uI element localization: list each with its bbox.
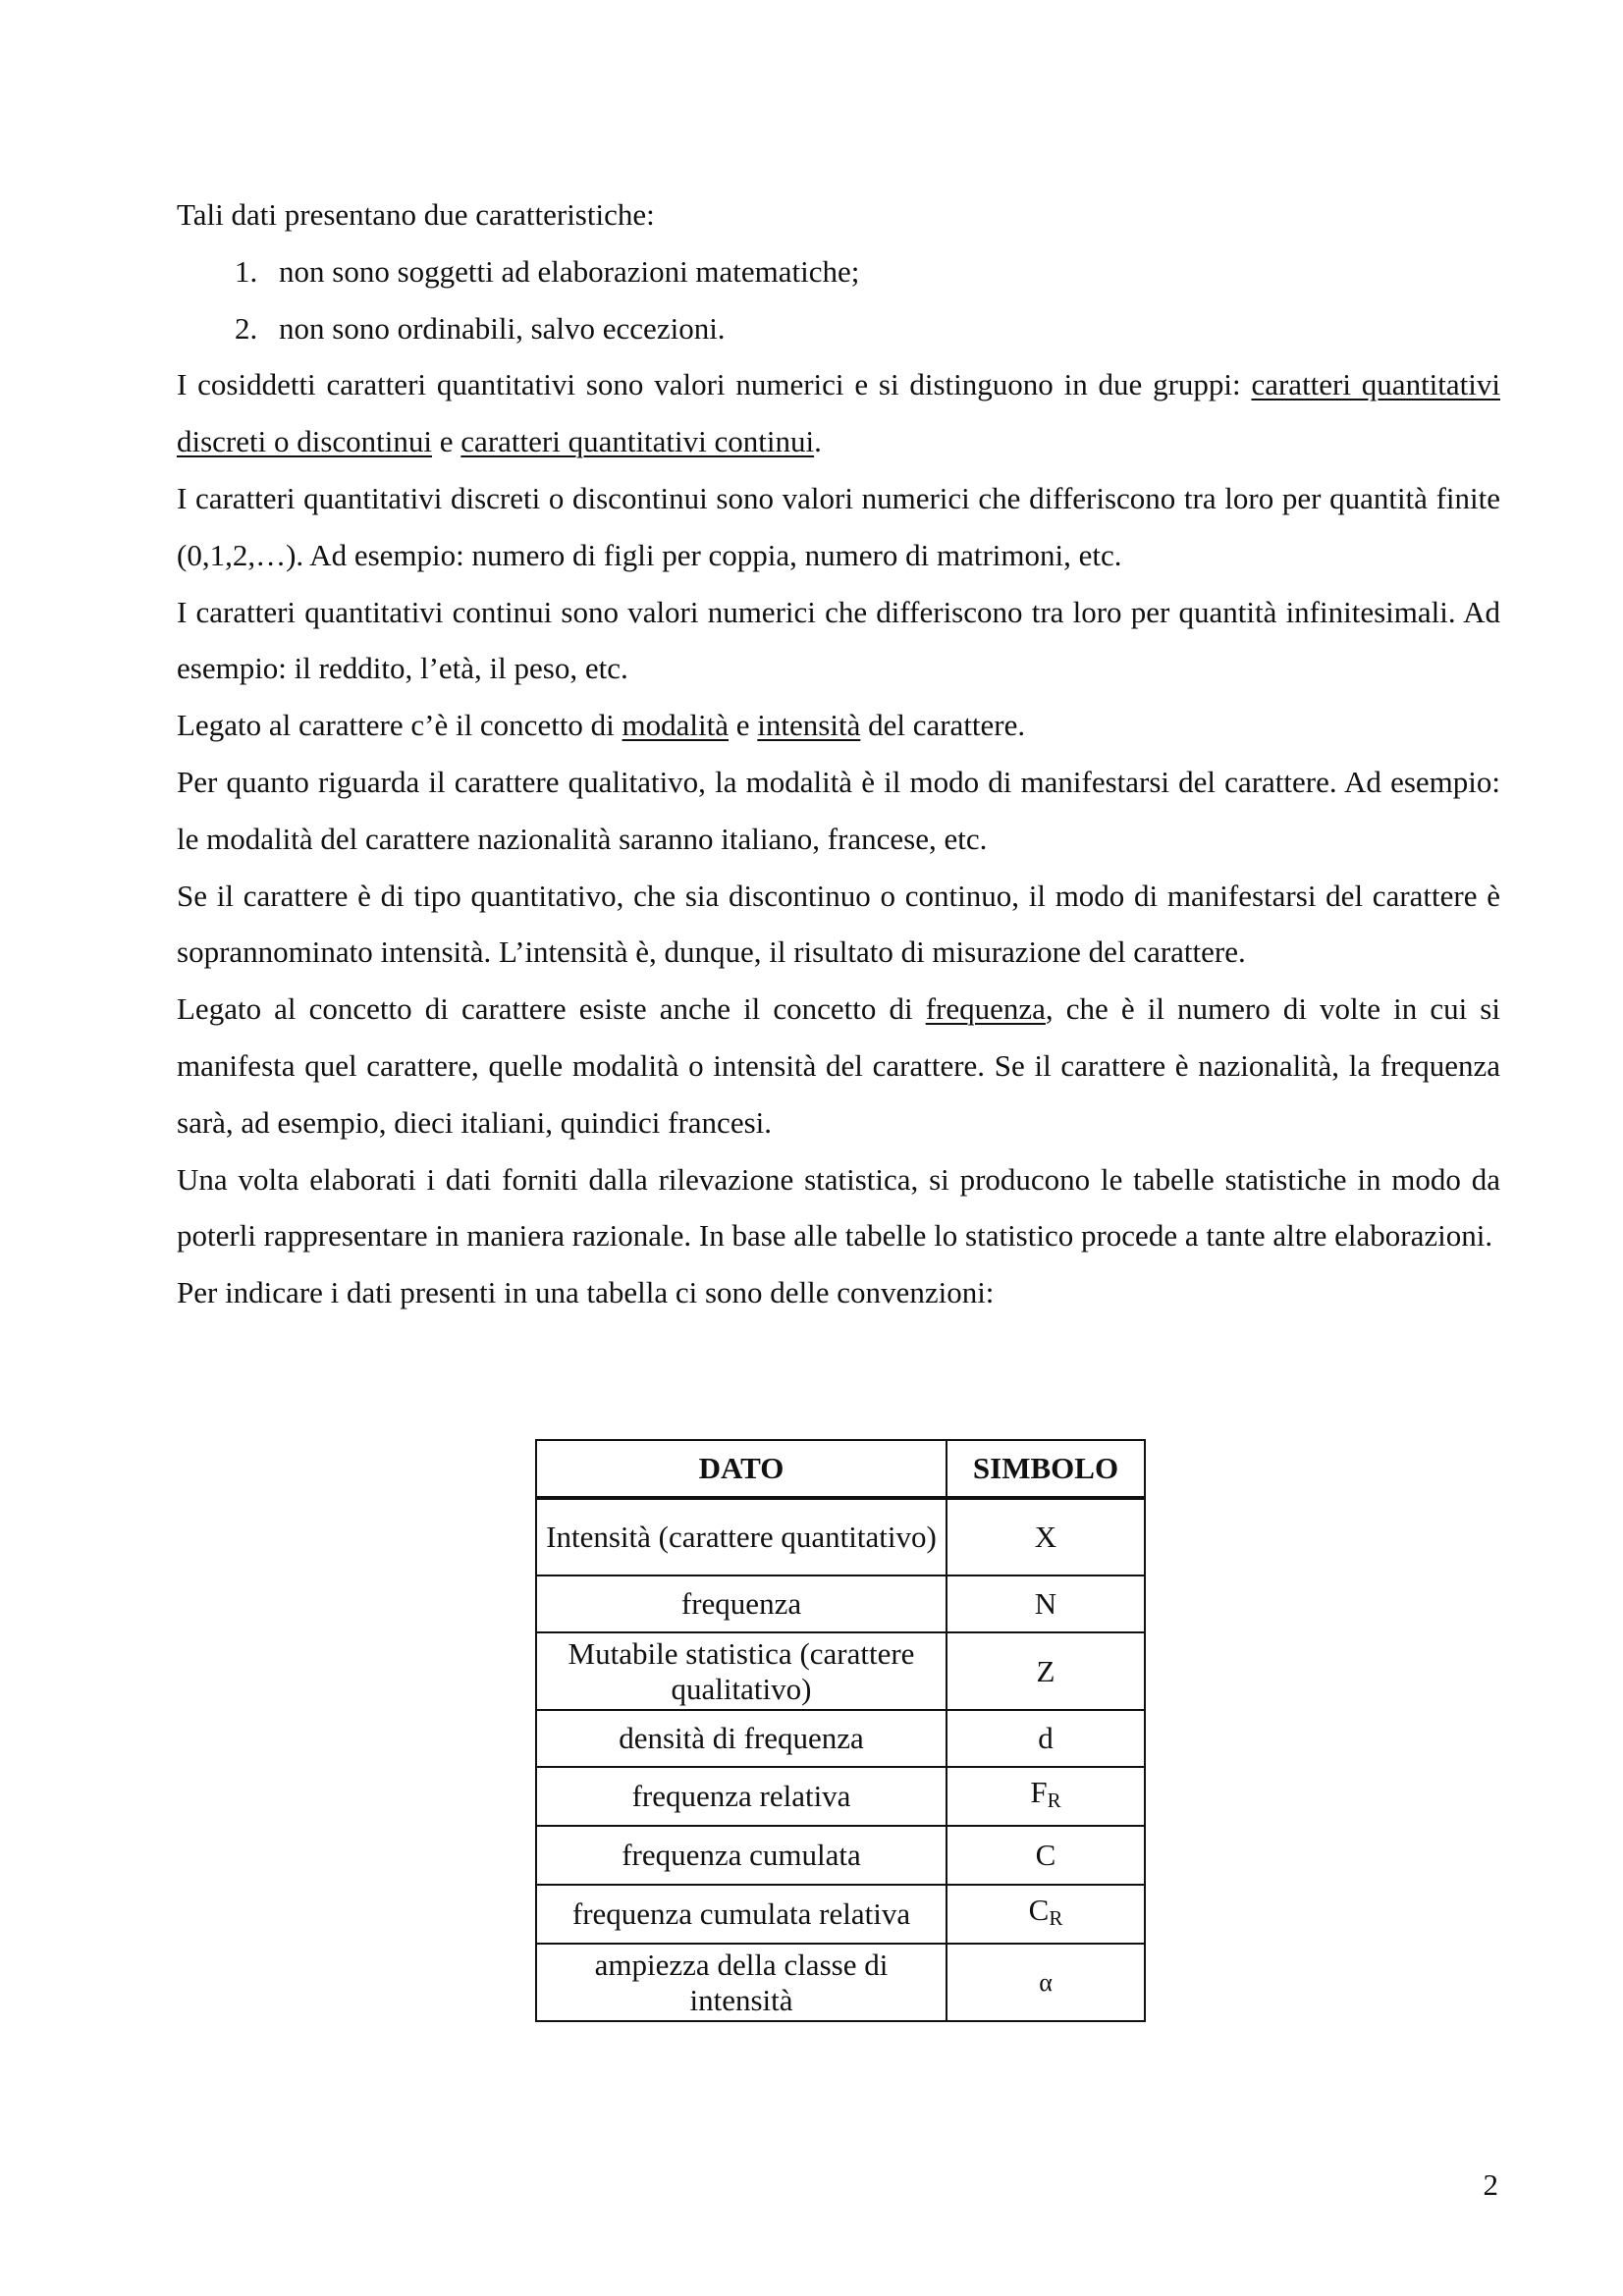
table-row	[536, 1944, 1145, 2021]
cell-simbolo: Z	[947, 1632, 1145, 1710]
text-segment: e	[729, 708, 758, 743]
conventions-table	[535, 1439, 1146, 2022]
cell-simbolo	[947, 1885, 1145, 1944]
list-item: 1. non sono soggetti ad elaborazioni matematiche;	[265, 243, 1500, 300]
list-item: 2. non sono ordinabili, salvo eccezioni.	[265, 300, 1500, 357]
cell-dato: frequenza cumulata relativa	[536, 1885, 947, 1944]
paragraph-quantitativi	[177, 356, 1500, 470]
cell-simbolo: X	[947, 1498, 1145, 1575]
cell-dato: frequenza relativa	[536, 1767, 947, 1826]
paragraph-convenzioni: Per indicare i dati presenti in una tabella ci sono delle convenzioni:	[177, 1275, 995, 1310]
text-segment: e	[432, 424, 461, 459]
cell-dato: frequenza cumulata	[536, 1826, 947, 1885]
paragraph-continui: I caratteri quantitativi continui sono valori numerici che differiscono tra loro per quantità infinitesimali. Ad esempio: il reddito, l’età, il peso, etc.	[177, 594, 1500, 686]
intro-paragraph: Tali dati presentano due caratteristiche:	[177, 197, 655, 232]
paragraph-qualitativo: Per quanto riguarda il carattere qualitativo, la modalità è il modo di manifestarsi del carattere. Ad esempio: le modalità del carattere nazionalità saranno italiano, francese, etc.	[177, 764, 1500, 856]
paragraph-tabelle: Una volta elaborati i dati forniti dalla rilevazione statistica, si producono le tabelle statistiche in modo da poterli rappresentare in maniera razionale. In base alle tabelle lo statistico procede a tante altre elaborazioni.	[177, 1161, 1500, 1254]
characteristics-list	[177, 243, 1500, 357]
underlined-term: modalità	[622, 708, 730, 743]
table-row	[536, 1767, 1145, 1826]
paragraph-frequenza	[177, 981, 1500, 1150]
text-segment: .	[814, 424, 822, 459]
cell-dato: frequenza	[536, 1575, 947, 1632]
document-body	[177, 187, 1500, 1321]
table-row	[536, 1632, 1145, 1710]
cell-dato: Intensità (carattere quantitativo)	[536, 1498, 947, 1575]
header-dato: DATO	[536, 1440, 947, 1498]
symbol-subscript: R	[1047, 1789, 1061, 1812]
paragraph-intensita: Se il carattere è di tipo quantitativo, che sia discontinuo o continuo, il modo di manifestarsi del carattere è soprannominato intensità. L’intensità è, dunque, il risultato di misurazione del carattere.	[177, 878, 1500, 970]
table-row	[536, 1826, 1145, 1885]
text-segment: Legato al carattere c’è il concetto di	[177, 708, 622, 743]
header-simbolo: SIMBOLO	[947, 1440, 1145, 1498]
table-row	[536, 1498, 1145, 1575]
cell-dato: ampiezza della classe di intensità	[536, 1944, 947, 2021]
underlined-term: caratteri quantitativi discreti o discontinui	[177, 367, 1500, 459]
cell-dato: densità di frequenza	[536, 1710, 947, 1767]
underlined-term: intensità	[757, 708, 861, 743]
text-segment: del carattere.	[860, 708, 1026, 743]
cell-simbolo: N	[947, 1575, 1145, 1632]
table-header-row	[536, 1440, 1145, 1498]
cell-simbolo	[947, 1767, 1145, 1826]
page-number: 2	[1483, 2167, 1498, 2202]
cell-dato: Mutabile statistica (carattere qualitativo)	[536, 1632, 947, 1710]
cell-simbolo: C	[947, 1826, 1145, 1885]
text-segment: Legato al concetto di carattere esiste anche il concetto di	[177, 991, 926, 1027]
table-row	[536, 1575, 1145, 1632]
symbol-main: C	[1028, 1893, 1050, 1927]
paragraph-discreti: I caratteri quantitativi discreti o discontinui sono valori numerici che differiscono tra loro per quantità finite (0,1,2,…). Ad esempio: numero di figli per coppia, numero di matrimoni, etc.	[177, 480, 1500, 572]
table-row	[536, 1885, 1145, 1944]
cell-simbolo: d	[947, 1710, 1145, 1767]
cell-simbolo: α	[947, 1944, 1145, 2021]
table-row	[536, 1710, 1145, 1767]
paragraph-legato	[177, 697, 1500, 754]
text-segment: I cosiddetti caratteri quantitativi sono valori numerici e si distinguono in due gruppi:	[177, 367, 1252, 402]
underlined-term: frequenza	[925, 991, 1046, 1027]
text-segment: , che è il numero di volte in cui si manifesta quel carattere, quelle modalità o intensità del carattere. Se il carattere è nazionalità, la frequenza sarà, ad esempio, dieci italiani, quindici francesi.	[177, 991, 1500, 1140]
symbol-main: F	[1030, 1775, 1048, 1809]
symbol-subscript: R	[1049, 1906, 1063, 1930]
underlined-term: caratteri quantitativi continui	[460, 424, 815, 459]
